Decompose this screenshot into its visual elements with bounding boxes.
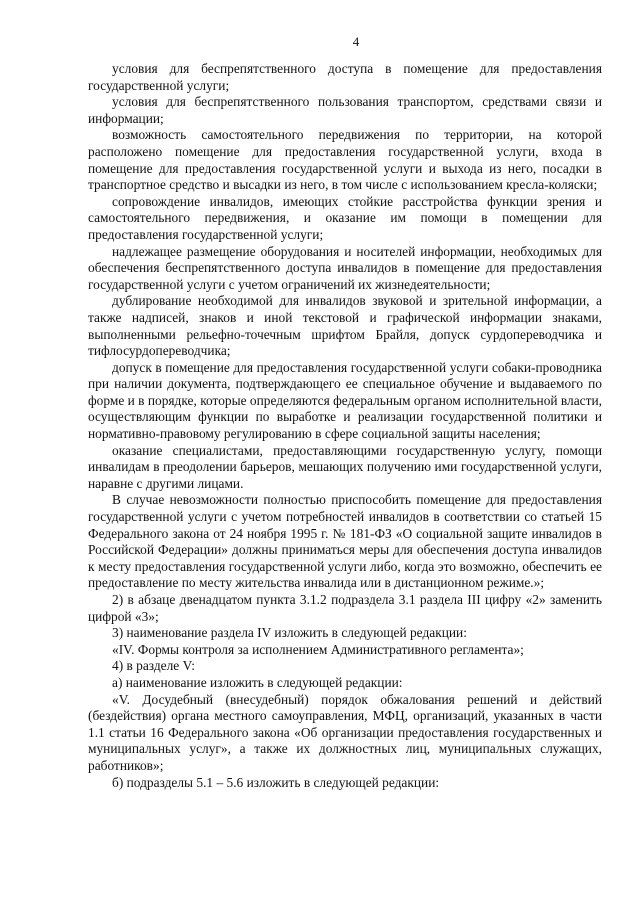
paragraph: возможность самостоятельного передвижения по территории, на которой расположено помещение для предоставления государственной услуги, входа в помещение для предоставления государственной услуги и выхода из него, посадки в транспортное средство и высадки из него, в том числе с использованием кресла-коляски; xyxy=(88,127,602,193)
paragraph: оказание специалистами, предоставляющими государственную услугу, помощи инвалидам в преодолении барьеров, мешающих получению ими государственной услуги, наравне с другими лицами. xyxy=(88,442,602,491)
paragraph: а) наименование изложить в следующей редакции: xyxy=(112,674,403,690)
paragraph: надлежащее размещение оборудования и носителей информации, необходимых для обеспечения беспрепятственного доступа инвалидов в помещение для предоставления государственной услуги с учетом ограничений их жизнедеятельности; xyxy=(88,243,602,292)
paragraph: «V. Досудебный (внесудебный) порядок обжалования решений и действий (бездействия) органа местного самоуправления, МФЦ, организаций, указанных в части 1.1 статьи 16 Федерального закона «Об организации предоставления государственных и муниципальных услуг», а также их должностных лиц, муниципальных служащих, работников»; xyxy=(88,691,602,773)
paragraph: условия для беспрепятственного доступа в помещение для предоставления государственной услуги; xyxy=(88,61,602,93)
paragraph: 2) в абзаце двенадцатом пункта 3.1.2 подраздела 3.1 раздела III цифру «2» заменить цифрой «3»; xyxy=(88,592,602,624)
paragraph: «IV. Формы контроля за исполнением Административного регламента»; xyxy=(112,641,524,657)
paragraph: дублирование необходимой для инвалидов звуковой и зрительной информации, а также надписей, знаков и иной текстовой и графической информации знаками, выполненными рельефно-точечным шрифтом Брайля, допуск сурдопереводчика и тифлосурдопереводчика; xyxy=(88,293,602,359)
paragraph: б) подразделы 5.1 – 5.6 изложить в следующей редакции: xyxy=(112,774,440,790)
paragraph: 4) в разделе V: xyxy=(112,658,195,674)
paragraph: допуск в помещение для предоставления государственной услуги собаки-проводника при наличии документа, подтверждающего ее специальное обучение и выдаваемого по форме и в порядке, которые определяются федеральным органом исполнительной власти, осуществляющим функции по выработке и реализации государственной политики и нормативно-правовому регулированию в сфере социальной защиты населения; xyxy=(88,359,602,442)
document-body xyxy=(88,61,602,791)
paragraph: сопровождение инвалидов, имеющих стойкие расстройства функции зрения и самостоятельного передвижения, и оказание им помощи в помещении для предоставления государственной услуги; xyxy=(88,193,602,242)
page-number: 4 xyxy=(352,34,360,49)
paragraph: условия для беспрепятственного пользования транспортом, средствами связи и информации; xyxy=(88,94,602,126)
paragraph: В случае невозможности полностью приспособить помещение для предоставления государственной услуги с учетом потребностей инвалидов в соответствии со статьей 15 Федерального закона от 24 ноября 1995 г. № 181-ФЗ «О социальной защите инвалидов в Российской Федерации» должны приниматься меры для обеспечения доступа инвалидов к месту предоставления государственной услуги либо, когда это возможно, обеспечить ее предоставление по месту жительства инвалида или в дистанционном режиме.»; xyxy=(88,492,602,591)
paragraph: 3) наименование раздела IV изложить в следующей редакции: xyxy=(112,625,467,641)
